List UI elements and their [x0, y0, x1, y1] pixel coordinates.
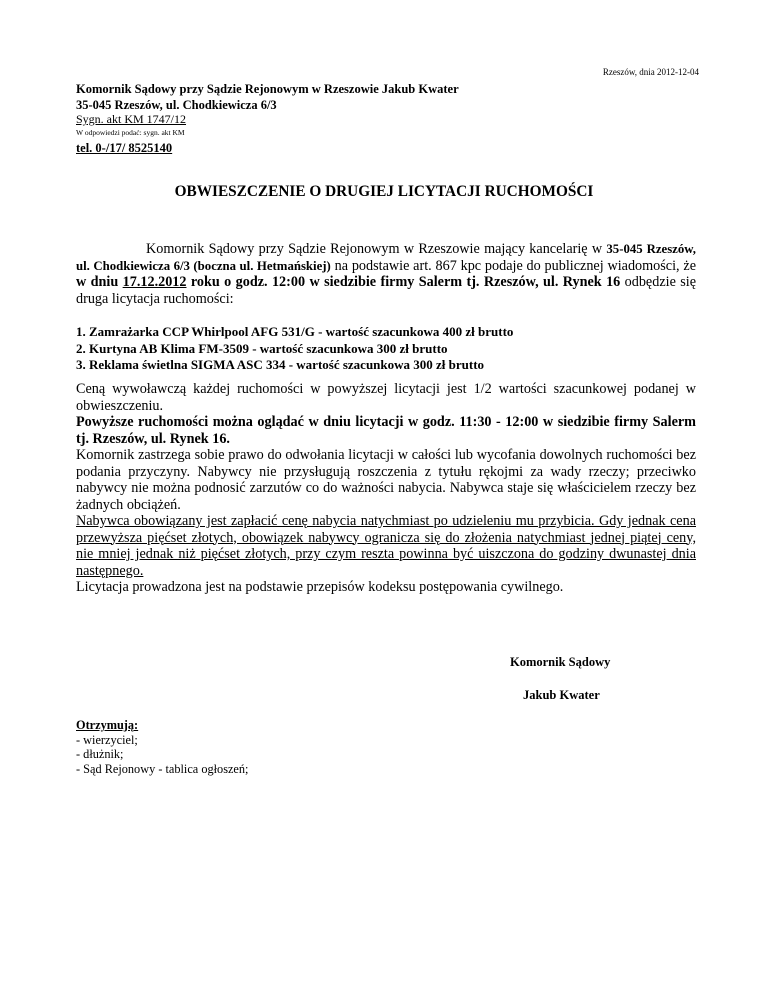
recipients-block	[76, 718, 248, 776]
auction-item: 3. Reklama świetlna SIGMA ASC 334 - wartość szacunkowa 300 zł brutto	[76, 357, 485, 372]
reservation-note: Komornik zastrzega sobie prawo do odwołania licytacji w całości lub wycofania dowolnych ruchomości bez podania przyczyny. Nabywcy nie przysługują roszczenia z tytułu rękojmi za wady rzeczy; przeciwko nabywcy nie można podnosić zarzutów co do ważności nabycia. Nabywca staje się właścicielem rzeczy bez żadnych obciążeń.	[76, 447, 696, 513]
auction-item: 1. Zamrażarka CCP Whirlpool AFG 531/G - wartość szacunkowa 400 zł brutto	[76, 324, 514, 339]
viewing-note: Powyższe ruchomości można oglądać w dniu licytacji w godz. 11:30 - 12:00 w siedzibie firmy Salerm tj. Rzeszów, ul. Rynek 16.	[76, 414, 696, 447]
phone-number: tel. 0-/17/ 8525140	[76, 141, 173, 155]
recipients-title: Otrzymują:	[76, 718, 139, 732]
document-title: OBWIESZCZENIE O DRUGIEJ LICYTACJI RUCHOMOŚCI	[174, 183, 594, 200]
legal-basis: Licytacja prowadzona jest na podstawie przepisów kodeksu postępowania cywilnego.	[76, 579, 564, 595]
signature-name: Jakub Kwater	[523, 688, 600, 702]
recipient-item: - wierzyciel;	[76, 732, 138, 747]
recipient-item: - dłużnik;	[76, 747, 124, 761]
recipient-item: - Sąd Rejonowy - tablica ogłoszeń;	[76, 761, 249, 776]
signature-title: Komornik Sądowy	[510, 655, 611, 669]
intro-text-2: na podstawie art. 867 kpc podaje do publicznej wiadomości, że	[330, 257, 696, 274]
auction-time-place: roku o godz. 12:00 w siedzibie firmy Salerm tj. Rzeszów, ul. Rynek 16	[186, 274, 621, 290]
bailiff-name-header: Komornik Sądowy przy Sądzie Rejonowym w Rzeszowie Jakub Kwater	[76, 82, 459, 96]
intro-text-3: odbędzie się druga licytacja ruchomości:	[76, 274, 697, 307]
auction-items-list	[76, 324, 513, 374]
intro-paragraph	[76, 241, 696, 307]
response-note: W odpowiedzi podać: sygn. akt KM	[76, 128, 185, 137]
bailiff-address: 35-045 Rzeszów, ul. Chodkiewicza 6/3	[76, 98, 277, 112]
intro-text-1: Komornik Sądowy przy Sądzie Rejonowym w Rzeszowie mający kancelarię w	[146, 241, 607, 257]
body-section	[76, 381, 696, 596]
auction-date: 17.12.2012	[122, 274, 187, 290]
payment-terms: Nabywca obowiązany jest zapłacić cenę nabycia natychmiast po udzieleniu mu przybicia. Gdy jednak cena przewyższa pięćset złotych, obowiązek nabywcy ogranicza się do złożenia natychmiast jednej piątej ceny, nie mniej jednak niż pięćset złotych, przy czym reszta powinna być uiszczona do godziny dwunastej dnia następnego.	[76, 513, 696, 579]
auction-item: 2. Kurtyna AB Klima FM-3509 - wartość szacunkowa 300 zł brutto	[76, 340, 448, 356]
case-signature: Sygn. akt KM 1747/12	[76, 112, 187, 126]
price-note: Ceną wywoławczą każdej ruchomości w powyższej licytacji jest 1/2 wartości szacunkowej podanej w obwieszczeniu.	[76, 381, 696, 414]
document-date: Rzeszów, dnia 2012-12-04	[602, 67, 699, 77]
intro-address: 35-045 Rzeszów, ul. Chodkiewicza 6/3 (boczna ul. Hetmańskiej)	[76, 242, 696, 273]
intro-date-prefix: w dniu	[76, 274, 123, 290]
